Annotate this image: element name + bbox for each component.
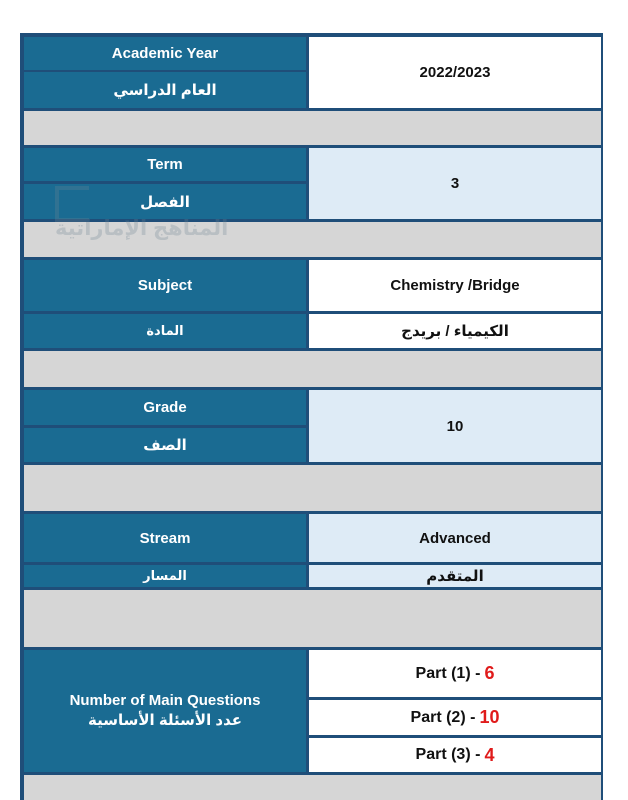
- part-3-label: Part (3) -: [415, 746, 481, 763]
- subject-value-en: Chemistry /Bridge: [309, 260, 601, 311]
- academic-year-label-ar: العام الدراسي: [24, 72, 306, 108]
- subject-label-en: Subject: [24, 260, 306, 311]
- main-questions-label-ar: عدد الأسئلة الأساسية: [87, 712, 242, 729]
- stream-label-ar: المسار: [24, 565, 306, 587]
- main-questions-label: [24, 650, 306, 772]
- term-value: 3: [309, 148, 601, 219]
- term-label-en: Term: [24, 148, 306, 181]
- part-2-label: Part (2) -: [410, 708, 476, 726]
- academic-year-label-en: Academic Year: [24, 37, 306, 70]
- spacer-row: [24, 775, 601, 800]
- part-1-row: [309, 650, 601, 697]
- subject-label-ar: المادة: [24, 314, 306, 348]
- part-2-count: 10: [479, 707, 500, 727]
- part-2-row: [309, 700, 601, 735]
- grade-label-ar: الصف: [24, 428, 306, 462]
- part-3-row: [309, 738, 601, 772]
- spacer-row: [24, 465, 601, 511]
- spacer-row: [24, 351, 601, 387]
- term-label-ar: الفصل: [24, 184, 306, 219]
- watermark-logo: [55, 180, 229, 252]
- subject-value-ar: الكيمياء / بريدج: [309, 314, 601, 348]
- stream-label-en: Stream: [24, 514, 306, 562]
- stream-value-en: Advanced: [309, 514, 601, 562]
- part-1-label: Part (1) -: [415, 664, 481, 682]
- watermark-text: المناهج الإماراتية: [55, 217, 229, 240]
- spacer-row: [24, 590, 601, 647]
- grade-value: 10: [309, 390, 601, 462]
- grade-label-en: Grade: [24, 390, 306, 425]
- spacer-row: [24, 111, 601, 145]
- academic-year-value: 2022/2023: [309, 37, 601, 108]
- stream-value-ar: المتقدم: [309, 565, 601, 587]
- main-questions-label-en: Number of Main Questions: [69, 692, 261, 709]
- part-3-count: 4: [484, 744, 495, 765]
- part-1-count: 6: [484, 663, 495, 683]
